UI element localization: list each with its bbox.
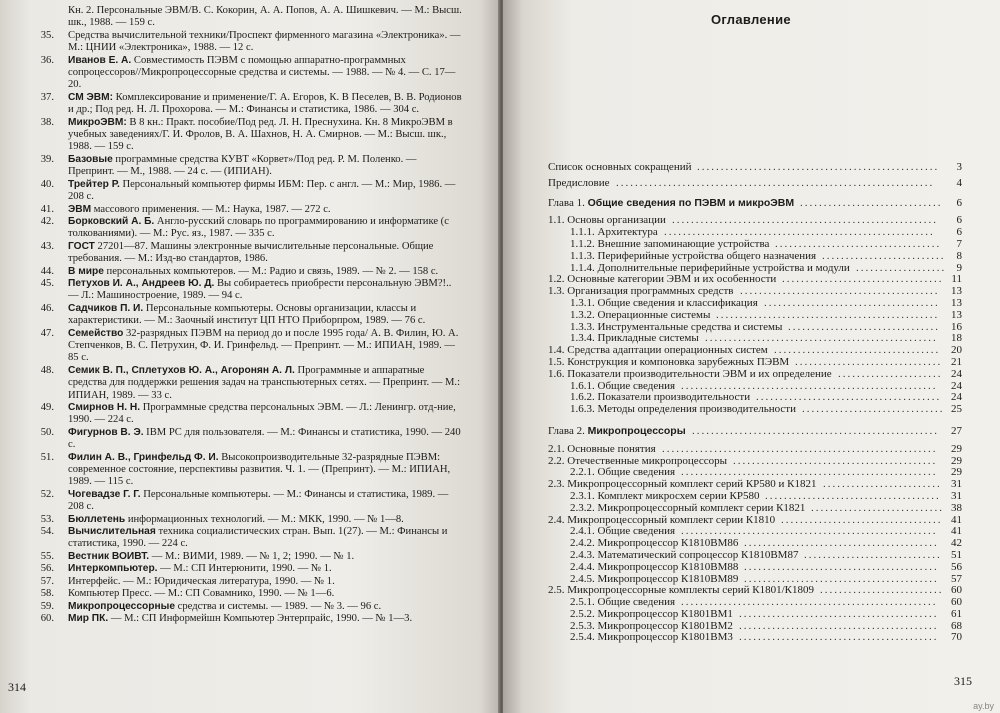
toc-page-number: 29 bbox=[951, 466, 962, 479]
entry-number: 57. bbox=[40, 575, 54, 587]
bibliography-entry bbox=[40, 488, 462, 514]
entry-number: 38. bbox=[40, 116, 54, 128]
entry-author: Семик В. П., Сплетухов Ю. А., Агоронян А. Л. bbox=[68, 364, 295, 376]
toc-leader-dots: ......................... bbox=[823, 479, 942, 491]
toc-leader-dots: ...................................................... bbox=[681, 380, 938, 392]
bibliography-list bbox=[40, 5, 462, 625]
toc-leader-dots: ............................. bbox=[804, 549, 942, 561]
toc-page-number: 41 bbox=[951, 513, 962, 526]
entry-text: Компьютер Пресс. — М.: СП Совамнико, 1990. — № 1—6. bbox=[68, 588, 335, 600]
entry-text: информационных технологий. — М.: МКК, 1990. — № 1—8. bbox=[125, 513, 404, 525]
toc-leader-dots: ...................................................... bbox=[681, 597, 938, 609]
entry-text: Высокопроизводительные 32-разрядные ПЭВМ: современное состояние, перспективы развития. Ч. 1. — (Препринт). — М.: ИПИАН, 1989. — 115 с. bbox=[68, 451, 451, 488]
toc-page-number: 31 bbox=[951, 489, 962, 502]
toc-leader-dots: ................................................... bbox=[697, 162, 940, 173]
bibliography-entry bbox=[40, 451, 462, 489]
toc-leader-dots: .................................................... bbox=[692, 425, 939, 437]
toc-leader-dots: ................... bbox=[856, 262, 947, 274]
bibliography-entry bbox=[40, 550, 462, 563]
bibliography-entry bbox=[58, 5, 462, 30]
toc-page-number: 51 bbox=[951, 548, 962, 561]
entry-author: Бюллетень bbox=[68, 513, 126, 525]
entry-author: ЭВМ bbox=[68, 203, 92, 215]
entry-number: 59. bbox=[40, 600, 54, 612]
toc-label: 2.3.1. Комплект микросхем серии КР580 bbox=[570, 489, 760, 502]
bibliography-entry bbox=[40, 600, 462, 613]
toc-page-number: 25 bbox=[951, 403, 962, 416]
entry-number: 58. bbox=[40, 588, 54, 600]
toc-leader-dots: .......................................... bbox=[739, 608, 939, 620]
entry-number: 47. bbox=[40, 327, 54, 339]
toc-leader-dots: .................................. bbox=[781, 514, 943, 526]
toc-label: 2.4.2. Микропроцессор К1810ВМ86 bbox=[570, 537, 739, 550]
toc-page-number: 41 bbox=[951, 525, 962, 538]
entry-text: — М.: ВИМИ, 1989. — № 1, 2; 1990. — № 1. bbox=[149, 550, 355, 562]
bibliography-entry bbox=[40, 402, 462, 427]
toc-page-number: 16 bbox=[951, 320, 962, 333]
toc-leader-dots: ......................................... bbox=[744, 573, 939, 585]
toc-label bbox=[548, 426, 686, 438]
toc-page-number: 27 bbox=[951, 424, 962, 437]
toc-label: 1.1.1. Архитектура bbox=[570, 226, 658, 239]
bibliography-entry bbox=[40, 612, 462, 625]
entry-text: Комплексирование и применение/Г. А. Егоров, К. В Песелев, В. В. Родионов и др.; Под ред. Н. Л. Прохорова. — М.: Финансы и статистика, 1986. — 304 с. bbox=[68, 91, 462, 116]
entry-author: В мире bbox=[68, 265, 104, 277]
toc-row bbox=[548, 369, 960, 381]
toc-page-number: 24 bbox=[951, 391, 962, 404]
entry-author: Семейство bbox=[68, 327, 124, 339]
toc-leader-dots: ..................................... bbox=[764, 297, 940, 309]
entry-number: 49. bbox=[40, 402, 54, 413]
entry-author: Иванов Е. А. bbox=[68, 54, 132, 66]
bibliography-entry bbox=[40, 327, 462, 365]
entry-number: 55. bbox=[40, 550, 54, 562]
entry-number: 52. bbox=[40, 488, 54, 500]
toc-row bbox=[548, 357, 960, 369]
toc-leader-dots: ...................... bbox=[838, 368, 943, 380]
entry-number: 53. bbox=[40, 513, 54, 525]
toc-label: 1.6.1. Общие сведения bbox=[570, 379, 676, 392]
entry-number: 48. bbox=[40, 364, 54, 376]
chapter-prefix: Глава 1. bbox=[548, 196, 588, 209]
toc-label: 2.5.4. Микропроцессор К1801ВМ3 bbox=[570, 631, 733, 644]
bibliography-entry bbox=[40, 153, 462, 179]
toc-row bbox=[548, 609, 960, 621]
toc-page-number: 31 bbox=[951, 478, 962, 491]
toc-leader-dots: ................................... bbox=[774, 345, 941, 357]
entry-text: Совместимость ПЭВМ с помощью аппаратно-программных сопроцессоров//Микропроцессорные средства и системы. — 1988. — № 4. — С. 17—20. bbox=[68, 54, 456, 91]
toc-label: 1.3.4. Прикладные системы bbox=[570, 332, 699, 345]
toc-leader-dots: ................................................................... bbox=[616, 177, 935, 189]
entry-number: 36. bbox=[40, 54, 54, 66]
toc-page-number: 38 bbox=[951, 501, 962, 514]
entry-author: СМ ЭВМ: bbox=[68, 91, 114, 103]
toc-label: Список основных сокращений bbox=[548, 161, 692, 173]
bibliography-entry bbox=[40, 526, 462, 551]
toc-leader-dots: .............................. bbox=[802, 404, 945, 416]
entry-author: ГОСТ bbox=[68, 240, 95, 252]
bibliography-entry bbox=[40, 240, 462, 266]
toc-page-number: 9 bbox=[956, 261, 962, 274]
toc-row bbox=[548, 562, 960, 574]
entry-number: 41. bbox=[40, 203, 54, 215]
entry-text: Интерфейс. — М.: Юридическая литература, 1990. — № 1. bbox=[68, 575, 335, 587]
toc-leader-dots: ......................................................... bbox=[664, 227, 935, 239]
toc-leader-dots: .......................... bbox=[822, 250, 946, 262]
toc-leader-dots: ......................................... bbox=[744, 538, 939, 550]
toc-row bbox=[548, 251, 960, 263]
toc-page-number: 6 bbox=[956, 226, 962, 239]
entry-text: IBM PC для пользователя. — М.: Финансы и статистика, 1990. — 240 с. bbox=[68, 426, 461, 451]
toc-row bbox=[548, 239, 960, 251]
entry-text: Программные и аппаратные средства для поддержки решения задач на транспьютерных сетях. — Препринт. — М.: ИПИАН, 1989. — 33 с. bbox=[68, 364, 461, 401]
bibliography-entry bbox=[40, 265, 462, 278]
toc-label: 2.4.4. Микропроцессор К1810ВМ88 bbox=[570, 560, 739, 573]
entry-text: Англо-русский словарь по программированию и информатике (с толкованиями). — М.: Рус. яз., 1987. — 335 с. bbox=[68, 215, 449, 240]
entry-text: Персональный компьютер фирмы ИБМ: Пер. с англ. — М.: Мир, 1986. — 208 с. bbox=[68, 178, 456, 203]
watermark: ay.by bbox=[973, 701, 994, 711]
toc-leader-dots: ................................................. bbox=[705, 333, 938, 345]
entry-author: Базовые bbox=[68, 153, 113, 165]
toc-page-number: 42 bbox=[951, 537, 962, 550]
toc-label: 2.2.1. Общие сведения bbox=[570, 466, 676, 479]
toc-page-number: 60 bbox=[951, 584, 962, 597]
entry-text: Средства вычислительной техники/Проспект фирменного магазина «Электроника». — М.: ЦНИИ «Электроника», 1988. — 12 с. bbox=[68, 29, 461, 54]
bibliography-entry bbox=[40, 364, 462, 402]
entry-author: Фигурнов В. Э. bbox=[68, 426, 144, 438]
toc-row bbox=[548, 444, 960, 456]
bibliography-entry bbox=[40, 575, 462, 588]
entry-number: 56. bbox=[40, 563, 54, 575]
table-of-contents bbox=[548, 162, 960, 644]
toc-page-number: 6 bbox=[956, 196, 962, 209]
toc-page-number: 13 bbox=[951, 308, 962, 321]
toc-label: 1.3.2. Операционные системы bbox=[570, 308, 711, 321]
entry-number: 60. bbox=[40, 612, 54, 624]
entry-text: техника социалистических стран. Вып. 1(27). — М.: Финансы и статистика, 1990. — 224 с. bbox=[68, 526, 448, 550]
toc-page-number: 13 bbox=[951, 296, 962, 309]
toc-label: 1.6.3. Методы определения производительности bbox=[570, 403, 796, 416]
right-page bbox=[503, 0, 1000, 713]
toc-leader-dots: ......................................... bbox=[744, 561, 939, 573]
toc-page-number: 13 bbox=[951, 285, 962, 298]
toc-page-number: 68 bbox=[951, 619, 962, 632]
bibliography-entry bbox=[40, 54, 462, 92]
toc-leader-dots: .......................................... bbox=[739, 620, 939, 632]
entry-number: 46. bbox=[40, 302, 54, 314]
toc-page-number: 18 bbox=[951, 332, 962, 345]
entry-text: Программные средства персональных ЭВМ. — Л.: Ленингр. отд-ние, 1990. — 224 с. bbox=[68, 402, 456, 426]
toc-label: 1.1.3. Периферийные устройства общего назначения bbox=[570, 249, 817, 262]
entry-author: Петухов И. А., Андреев Ю. Д. bbox=[68, 277, 215, 289]
toc-label: 2.4.5. Микропроцессор К1810ВМ89 bbox=[570, 572, 739, 585]
entry-author: Борковский А. Б. bbox=[68, 215, 155, 227]
entry-text: Персональные компьютеры. — М.: Финансы и статистика, 1989. — 208 с. bbox=[68, 488, 449, 513]
toc-label: 2.5.3. Микропроцессор К1801ВМ2 bbox=[570, 619, 733, 632]
toc-label: 1.3. Организация программных средств bbox=[548, 285, 734, 298]
toc-leader-dots: .......................................... bbox=[740, 286, 940, 298]
bibliography-entry bbox=[40, 91, 462, 117]
toc-page-number: 29 bbox=[951, 454, 962, 467]
toc-row bbox=[548, 310, 960, 322]
bibliography-entry bbox=[40, 302, 462, 328]
bibliography-entry bbox=[40, 426, 462, 452]
entry-number: 39. bbox=[40, 153, 54, 165]
toc-row bbox=[548, 178, 960, 190]
entry-text: персональных компьютеров. — М.: Радио и связь, 1989. — № 2. — 158 с. bbox=[103, 265, 439, 277]
toc-label: 2.2. Отечественные микропроцессоры bbox=[548, 454, 728, 467]
toc-label: Предисловие bbox=[548, 176, 610, 189]
entry-number: 40. bbox=[40, 178, 54, 190]
toc-leader-dots: ....................................... bbox=[756, 392, 942, 404]
entry-author: Интеркомпьютер. bbox=[68, 563, 158, 575]
toc-row bbox=[548, 550, 960, 562]
entry-text: Вы собираетесь приобрести персональную ЭВМ?!.. — Л.: Машиностроение, 1989. — 94 с. bbox=[68, 277, 452, 302]
toc-leader-dots: .............................. bbox=[800, 197, 943, 209]
entry-author: Чогевадзе Г. Г. bbox=[68, 488, 141, 500]
entry-number: 45. bbox=[40, 277, 54, 289]
entry-author: Трейтер Р. bbox=[68, 178, 120, 190]
entry-author: Мир ПК. bbox=[68, 612, 109, 624]
toc-page-number: 6 bbox=[956, 214, 962, 227]
toc-label: 1.6. Показатели производительности ЭВМ и их определение bbox=[548, 367, 832, 380]
entry-author: Филин А. В., Гринфельд Ф. И. bbox=[68, 451, 219, 463]
left-page-number: 314 bbox=[8, 680, 26, 694]
entry-text: — М.: СП Информейшн Компьютер Энтерпрайс, 1990. — № 1—3. bbox=[108, 612, 413, 624]
toc-label: 2.4. Микропроцессорный комплект серии К1810 bbox=[548, 513, 776, 526]
toc-row bbox=[548, 404, 960, 416]
bibliography-entry bbox=[40, 588, 462, 600]
right-page-number: 315 bbox=[954, 674, 972, 688]
toc-label: 2.5.1. Общие сведения bbox=[570, 596, 676, 609]
toc-page-number: 24 bbox=[951, 367, 962, 380]
toc-title: Оглавление bbox=[711, 12, 791, 27]
toc-leader-dots: ........................................... bbox=[733, 455, 938, 467]
toc-leader-dots: ................................... bbox=[775, 238, 942, 250]
entry-author: Микропроцессорные bbox=[68, 600, 175, 612]
toc-page-number: 24 bbox=[951, 379, 962, 392]
toc-leader-dots: .................................. bbox=[782, 274, 944, 286]
entry-text: программные средства КУВТ «Корвет»/Под ред. Р. М. Поленко. — Препринт. — М., 1988. — 24 с. — (ИПИАН). bbox=[68, 153, 417, 178]
toc-label: 1.4. Средства адаптации операционных систем bbox=[548, 344, 768, 357]
toc-label: 1.1.4. Дополнительные периферийные устройства и модули bbox=[570, 261, 850, 274]
toc-label: 1.5. Конструкция и компоновка зарубежных ПЭВМ bbox=[548, 355, 790, 368]
toc-page-number: 61 bbox=[951, 607, 962, 620]
entry-text: — М.: СП Интерюнити, 1990. — № 1. bbox=[157, 563, 332, 575]
entry-text: В 8 кн.: Практ. пособие/Под ред. Л. Н. Преснухина. Кн. 8 МикроЭВМ в учебных заведениях/Г. И. Фролов, В. А. Шахнов, Н. А. Смирнов. — М.: Высш. шк., 1988. — 159 с. bbox=[68, 116, 453, 153]
entry-author: МикроЭВМ: bbox=[68, 116, 127, 128]
toc-page-number: 56 bbox=[951, 560, 962, 573]
toc-leader-dots: ................................ bbox=[788, 321, 940, 333]
toc-label: 1.1.2. Внешние запоминающие устройства bbox=[570, 237, 770, 250]
bibliography-entry bbox=[40, 277, 462, 303]
toc-label: 2.3.2. Микропроцессорный комплект серии К1821 bbox=[570, 501, 806, 514]
chapter-title: Общие сведения по ПЭВМ и микроЭВМ bbox=[587, 196, 795, 209]
toc-page-number: 7 bbox=[956, 237, 962, 250]
toc-leader-dots: ............................ bbox=[811, 502, 944, 514]
toc-label: 1.2. Основные категории ЭВМ и их особенности bbox=[548, 273, 777, 286]
toc-page-number: 11 bbox=[951, 273, 962, 286]
toc-leader-dots: ............................... bbox=[795, 356, 943, 368]
bibliography-entry bbox=[40, 203, 462, 216]
bibliography-entry bbox=[40, 215, 462, 241]
entry-text: массового применения. — М.: Наука, 1987. — 272 с. bbox=[91, 203, 331, 215]
entry-text: 27201—87. Машины электронные вычислительные персональные. Общие требования. — М.: Изд-во стандартов, 1986. bbox=[68, 240, 434, 265]
toc-leader-dots: .......................... bbox=[820, 585, 944, 597]
toc-row bbox=[548, 162, 960, 174]
toc-row bbox=[548, 503, 960, 515]
toc-label: 2.4.1. Общие сведения bbox=[570, 525, 676, 538]
toc-row bbox=[548, 298, 960, 310]
toc-leader-dots: ..................................... bbox=[765, 490, 941, 502]
toc-page-number: 21 bbox=[951, 355, 962, 368]
toc-page-number: 57 bbox=[951, 572, 962, 585]
entry-author: Садчиков П. И. bbox=[68, 302, 144, 314]
entry-number: 43. bbox=[40, 240, 54, 252]
toc-leader-dots: ...................................................... bbox=[681, 467, 938, 479]
chapter-prefix: Глава 2. bbox=[548, 424, 588, 437]
toc-label bbox=[548, 198, 794, 210]
toc-label: 1.6.2. Показатели производительности bbox=[570, 391, 751, 404]
entry-author: Вестник ВОИВТ. bbox=[68, 550, 150, 562]
toc-label: 2.4.3. Математический сопроцессор К1810ВМ87 bbox=[570, 548, 799, 561]
toc-page-number: 29 bbox=[951, 442, 962, 455]
entry-text: Кн. 2. Персональные ЭВМ/В. С. Кокорин, А. А. Попов, А. А. Шишкевич. — М.: Высш. шк., 1988. — 159 с. bbox=[68, 5, 462, 29]
entry-author: Смирнов Н. Н. bbox=[68, 402, 141, 413]
entry-text: 32-разрядных ПЭВМ на период до и после 1995 года/ А. В. Филин, Ю. А. Степченков, В. С. Петрухин, Ф. И. Гринфельд. — Препринт. — М.: ИПИАН, 1989. — 85 с. bbox=[68, 327, 459, 364]
toc-leader-dots: .......................................................... bbox=[662, 443, 938, 455]
toc-label: 2.5.2. Микропроцессор К1801ВМ1 bbox=[570, 607, 733, 620]
entry-number: 37. bbox=[40, 91, 54, 103]
toc-label: 2.3. Микропроцессорный комплект серий КР580 и К1821 bbox=[548, 478, 817, 491]
toc-label: 1.1. Основы организации bbox=[548, 214, 666, 227]
toc-page-number: 3 bbox=[956, 161, 962, 173]
entry-number: 44. bbox=[40, 265, 54, 277]
chapter-title: Микропроцессоры bbox=[587, 424, 686, 437]
toc-leader-dots: ............................................... bbox=[716, 309, 940, 321]
toc-page-number: 60 bbox=[951, 596, 962, 609]
entry-text: Персональные компьютеры. Основы организации, классы и характеристики. — М.: Заочный институт ЦП НТО Приборпром, 1989. — 76 с. bbox=[68, 302, 426, 327]
toc-label: 1.3.1. Общие сведения и классификация bbox=[570, 296, 758, 309]
entry-number: 50. bbox=[40, 426, 54, 438]
entry-number: 54. bbox=[40, 526, 54, 538]
bibliography-entry bbox=[40, 563, 462, 575]
bibliography-entry bbox=[40, 29, 462, 55]
entry-text: средства и системы. — 1989. — № 3. — 96 с. bbox=[174, 600, 382, 612]
toc-leader-dots: .......................................... bbox=[739, 632, 939, 644]
toc-chapter-row bbox=[548, 198, 960, 210]
entry-number: 35. bbox=[40, 29, 54, 41]
toc-row bbox=[548, 491, 960, 503]
toc-page-number: 4 bbox=[956, 176, 962, 189]
toc-label: 2.1. Основные понятия bbox=[548, 442, 656, 455]
toc-chapter-row bbox=[548, 426, 960, 438]
bibliography-entry bbox=[40, 116, 462, 154]
toc-label: 1.3.3. Инструментальные средства и системы bbox=[570, 320, 783, 333]
entry-author: Вычислительная bbox=[68, 526, 156, 538]
toc-page-number: 20 bbox=[951, 344, 962, 357]
toc-label: 2.5. Микропроцессорные комплекты серий К1801/К1809 bbox=[548, 584, 814, 597]
toc-leader-dots: ........................................................ bbox=[672, 215, 938, 227]
bibliography-entry bbox=[40, 513, 462, 526]
toc-page-number: 70 bbox=[951, 631, 962, 644]
entry-number: 51. bbox=[40, 451, 54, 463]
entry-number: 42. bbox=[40, 215, 54, 227]
toc-row bbox=[548, 632, 960, 644]
toc-page-number: 8 bbox=[956, 249, 962, 262]
toc-leader-dots: ...................................................... bbox=[681, 526, 938, 538]
bibliography-entry bbox=[40, 178, 462, 204]
